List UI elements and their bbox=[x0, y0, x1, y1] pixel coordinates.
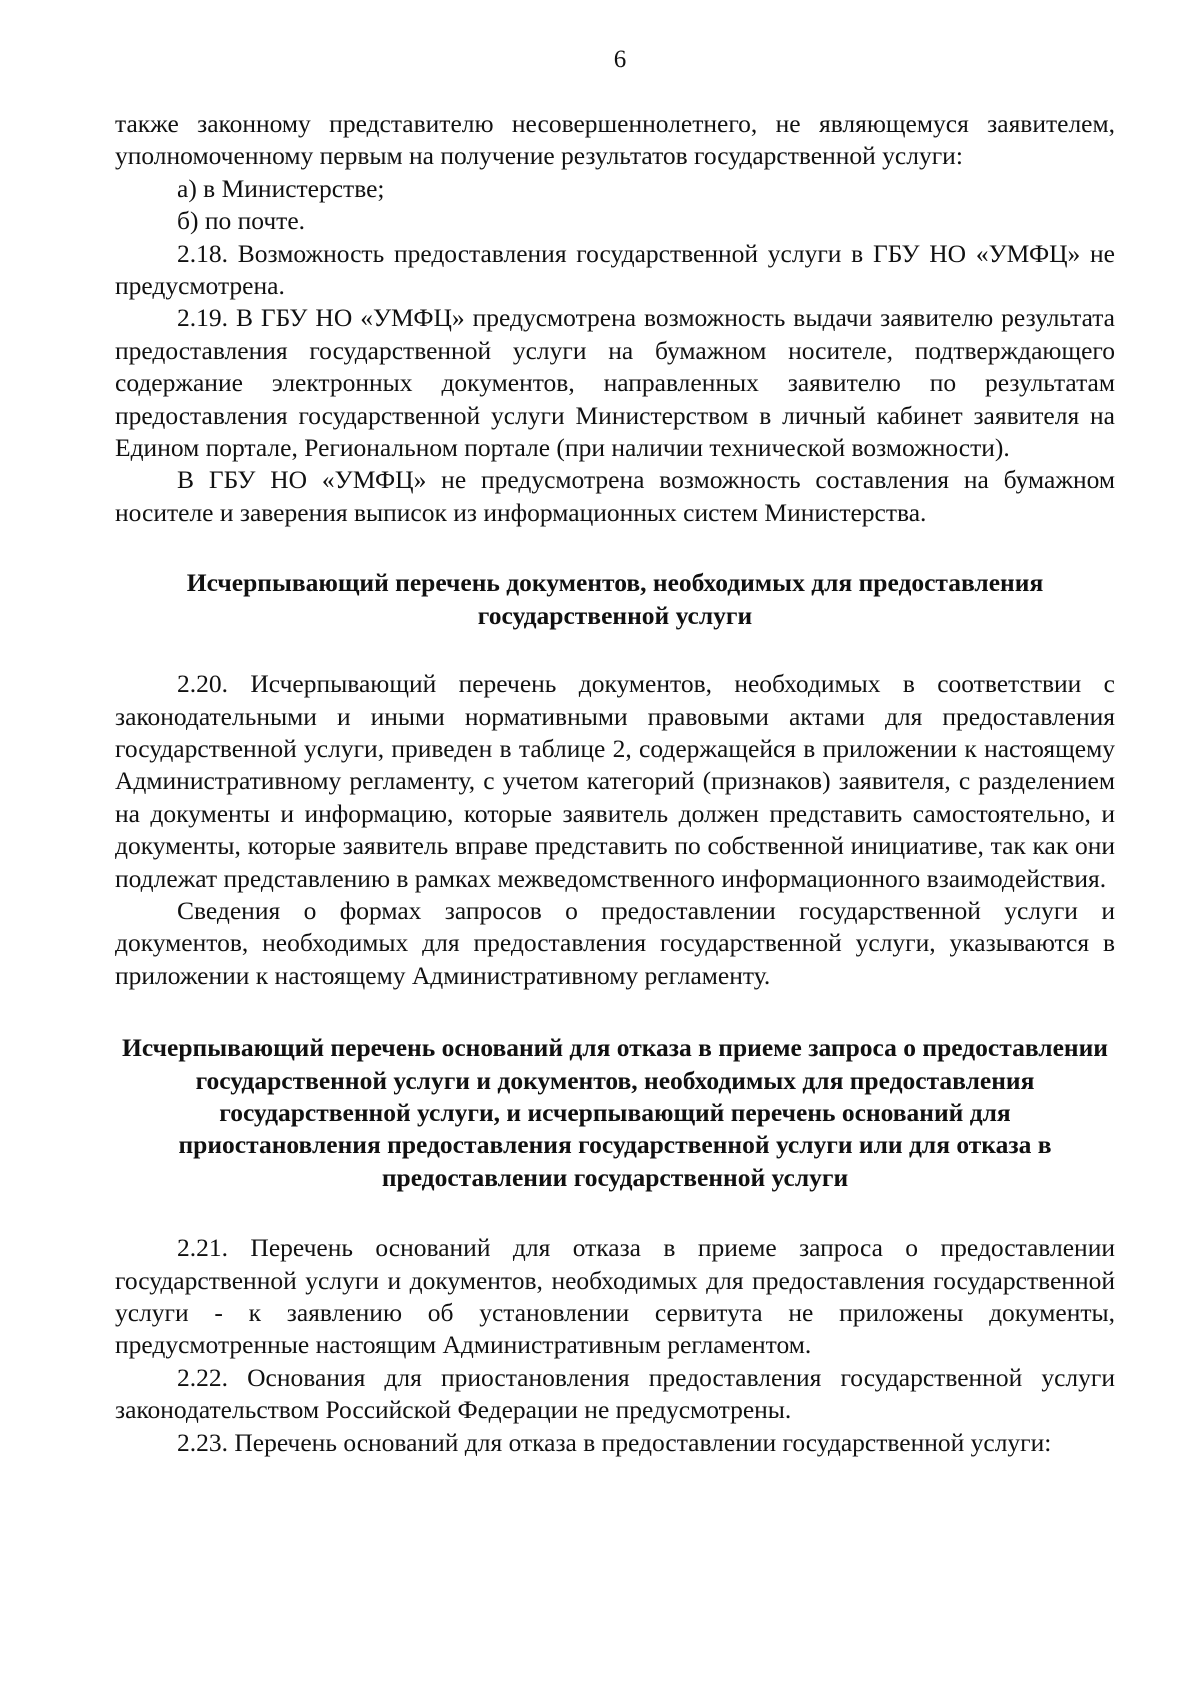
paragraph-2-19: 2.19. В ГБУ НО «УМФЦ» предусмотрена возможность выдачи заявителю результата предоставления государственной услуги на бумажном носителе, подтверждающего содержание электронных документов, направленных заявителю по результатам предоставления государственной услуги Министерством в личный кабинет заявителя на Едином портале, Региональном портале (при наличии технической возможности). bbox=[115, 303, 1115, 463]
list-item-b: б) по почте. bbox=[177, 206, 306, 236]
paragraph-umfc-note: В ГБУ НО «УМФЦ» не предусмотрена возможность составления на бумажном носителе и заверения выписок из информационных систем Министерства. bbox=[115, 465, 1115, 527]
section-heading-refusal-grounds: Исчерпывающий перечень оснований для отказа в приеме запроса о предоставлении государственной услуги и документов, необходимых для предоставления государственной услуги, и исчерпывающий перечень оснований для приостановления предоставления государственной услуги или для отказа в предоставлении государственной услуги bbox=[122, 1033, 1108, 1192]
section-gap bbox=[115, 632, 1115, 668]
section-gap bbox=[115, 529, 1115, 567]
document-body bbox=[115, 108, 1115, 1459]
paragraph-2-21: 2.21. Перечень оснований для отказа в приеме запроса о предоставлении государственной услуги и документов, необходимых для предоставления государственной услуги - к заявлению об установлении сервитута не приложены документы, предусмотренные настоящим Административным регламентом. bbox=[115, 1233, 1115, 1360]
page-number: 6 bbox=[613, 46, 627, 73]
section-gap bbox=[115, 992, 1115, 1032]
section-heading-documents: Исчерпывающий перечень документов, необходимых для предоставления государственной услуги bbox=[186, 568, 1044, 630]
paragraph-request-forms: Сведения о формах запросов о предоставлении государственной услуги и документов, необходимых для предоставления государственной услуги, указываются в приложении к настоящему Административному регламенту. bbox=[115, 895, 1115, 990]
paragraph-continuation: также законному представителю несовершеннолетнего, не являющемуся заявителем, уполномоченному первым на получение результатов государственной услуги: bbox=[115, 109, 1115, 171]
list-item-a: а) в Министерстве; bbox=[177, 173, 385, 203]
paragraph-2-20: 2.20. Исчерпывающий перечень документов, необходимых в соответствии с законодательными и иными нормативными правовыми актами для предоставления государственной услуги, приведен в таблице 2, содержащейся в приложении к настоящему Административному регламенту, с учетом категорий (признаков) заявителя, с разделением на документы и информацию, которые заявитель должен представить самостоятельно, и документы, которые заявитель вправе представить по собственной инициативе, так как они подлежат представлению в рамках межведомственного информационного взаимодействия. bbox=[115, 669, 1115, 893]
paragraph-2-23: 2.23. Перечень оснований для отказа в предоставлении государственной услуги: bbox=[177, 1427, 1052, 1457]
section-gap bbox=[115, 1194, 1115, 1232]
paragraph-2-22: 2.22. Основания для приостановления предоставления государственной услуги законодательством Российской Федерации не предусмотрены. bbox=[115, 1362, 1115, 1425]
paragraph-2-18: 2.18. Возможность предоставления государственной услуги в ГБУ НО «УМФЦ» не предусмотрена. bbox=[115, 238, 1115, 301]
